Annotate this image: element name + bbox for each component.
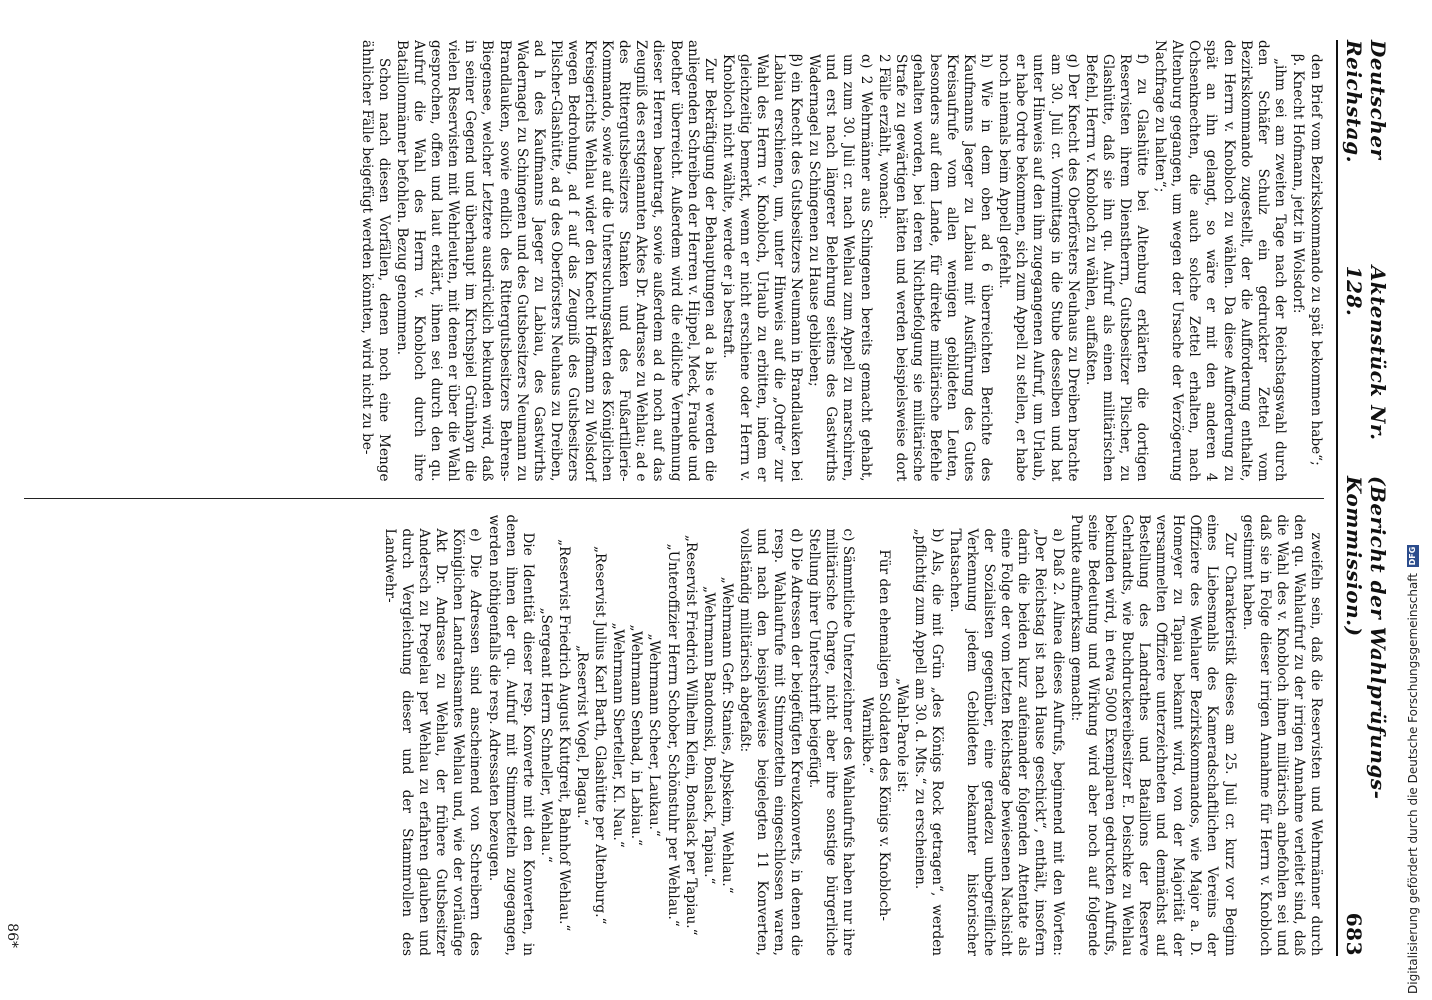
page-header [1336,40,1390,956]
text-columns [24,40,1324,956]
paragraph: „Wehrmann Senbad, in Labiau.“ [628,624,645,847]
paragraph: f) zu Glashütte bei Altenburg erklärten die dortigen Reservisten ihrem Dienstherrn, Gutsbesitzer Pilscher, zu Glashütte, daß sie ihn qu. Aufruf als einen militärischen Befehl, Herrn v. Knobloch zu wählen, auffaßten. [1082,54,1151,482]
paragraph: g) Der Knecht des Oberförsters Neuhaus zu Dreiben brachte am 30. Juli cr. Vormittags in die Stube desselben und bat unter Hinweis auf den ihm zugegangenen Aufruf, um Urlaub, er habe Ordre bekommen, sich zum Appell zu stellen, er habe noch niemals beim Appell gefehlt. [996,54,1081,482]
paragraph: „Wehrmann Bandomski, Bonslack, Tapiau.“ [700,585,717,885]
dfg-logo-icon: DFG [1408,546,1417,566]
paragraph: a) Daß 2. Alinea dieses Aufrufs, beginnend mit den Worten: „Der Reichstag ist nach Hause geschickt“, enthält, insofern darin die beiden kurz aufeinander folgenden Attentate als eine Folge der vom letzten Reichstage bewiesenen Nachsicht der Sozialisten gegenüber, eine geradezu unbegreifliche Verkennung jedem Gebildeten bekannter historischer Thatsachen. [947,528,1066,956]
paragraph: Zur Charakteristik dieses am 25. Juli cr. kurz vor Beginn eines Liebesmahls des Kameradschaftlichen Vereins der Offiziere des Wehlauer Bezirkskommandos, wie Major a. D. Homeyer zu Tapiau bekannt wird, von der Majorität der versammelten Offiziere unterzeichneten und demnächst auf Bestellung des Landrathes und Bataillons der Reserve Gehrlandts, wie Buchdruckereibesitzer E. Deischke zu Wehlau bekunden wird, in etwa 5000 Exemplaren gedruckten Aufrufs, seine Bedeutung und Wirkung wird aber noch auf folgende Punkte aufmerksam gemacht: [1067,514,1238,956]
paragraph: β) ein Knecht des Gutsbesitzers Neumann in Brandlauken bei Labiau erschienen, um, unter Hinweis auf die „Ordre“ zur Wahl des Herrn v. Knobloch, Urlaub zu erbitten, indem er gleichzeitig bemerkt, wenn er nicht erschiene oder Herrn v. Knobloch nicht wählte, werde er ja bestraft. [719,54,805,482]
paragraph: c) Sämmtliche Unterzeichner des Wahlaufrufs haben nur ihre militärische Charge, nicht aber ihre sonstige bürgerliche Stellung ihrer Unterschrift beigefügt. [806,528,857,956]
paragraph: „Sergeant Herrn Schneller, Wehlau.“ [537,607,554,863]
header-issue: Aktenstück Nr. 128. [1342,265,1390,441]
header-left: Deutscher Reichstag. [1342,40,1390,164]
credit-text: Digitalisierung gefördert durch die Deutsche Forschungsgemeinschaft [1406,572,1420,994]
column-divider [24,498,1324,499]
column-right [24,515,1324,957]
paragraph: e) Die Adressen sind anscheinend von Schreibern des Königlichen Landrathsamtes Wehlau und, wie der vorläufige Akt Dr. Andrasse zu Wehlau, der frühere Gutsbesitzer Andersch zu Pregelau per Wehlau zu erfahren glauben und durch Vergleichung dieser und der Stammrollen des Landwehr- [382,528,484,956]
paragraph: den Brief vom Bezirkskommando zu spät bekommen habe“; [1308,54,1324,466]
page-number: 683 [1342,912,1366,956]
paragraph: „Reservist Friedrich August Kuttgreit, Bahnhof Wehlau.“ [555,539,572,932]
column-left [24,40,1324,482]
paragraph: α) 2 Wehrmänner aus Schingenen bereits gemacht gehabt, um zum 30. Juli cr. nach Wehlau zum Appell zu marschiren, und erst nach längerer Belehrung seitens des Gastwirths Wadernagel zu Schingenen zu Hause geblieben; [806,54,874,482]
paragraph: „Wehrmann Sberteller, Kl. Nau.“ [610,622,627,848]
paragraph: Für den ehemaligen Soldaten des Königs v. Knobloch-Warnikbe.“ [858,549,892,922]
paragraph: „Wahl-Parole ist: [893,677,910,793]
paragraph: Schon nach diesen Vorfällen, denen noch eine Menge ähnlicher Fälle beigefügt werden könnten, wird nicht zu be- [358,40,392,482]
paragraph: „ihm sei am zweiten Tage nach der Reichstagswahl durch den Schäfer Schulz ein gedruckter Zettel vom Bezirkskommando zugestellt, der die Aufforderung enthalte, den Herrn v. Knobloch zu wählen. Da diese Aufforderung zu spät an ihn gelangt, so wäre er mit den anderen 4 Ochsenknechten, die auch solche Zettel erhalten, nach Altenburg gegangen, um wegen der Ursache der Verzögerung Nachfrage zu halten“; [1152,40,1288,482]
paragraph: „Reservist Friedrich Wilhelm Klein, Bonslack per Tapiau.“ [682,534,699,936]
header-right: (Bericht der Wahlprüfungs-Kommission.) [1342,475,1390,800]
paragraph: „Wehrmann Scheer, Laukau.“ [646,633,663,837]
paragraph: „Reservist Vogel, Plagau.“ [574,644,591,826]
paragraph: zweifeln sein, daß die Reservisten und Wehrmänner durch den qu. Wahlaufruf zu der irrigen Annahme verleitet sind, daß die Wahl des v. Knobloch ihnen militärisch anbefohlen sei und daß sie in Folge dieser irrigen Annahme für Herrn v. Knobloch gestimmt haben. [1239,514,1324,956]
digitalisation-credit [1406,545,1420,994]
paragraph: h) Wie in dem oben ad 6 überreichten Berichte des Kaufmanns Jaeger zu Labiau mit Ausführung des Gutes Kreisaufrufe vom allen wenigen gebildeten Leuten, besonders auf dem Lande, für direkte militärische Befehle gehalten worden, bei deren Nichtbefolgung sie militärische Strafe zu gewärtigen hätten und werden beispielsweise dort 2 Fälle erzählt, wonach: [875,54,995,482]
paragraph: b) Als, die mit Grün „des Königs Rock getragen“, werden „pflichtig zum Appell am 30. d. Mts.“ zu erscheinen. [911,528,945,956]
paragraph: β. Knecht Hofmann, jetzt in Wolsdorf: [1289,54,1306,314]
digitalisation-strip [1392,0,1432,1000]
paragraph: Zur Bekräftigung der Behauptungen ad a bis e werden die anliegenden Schreiben der Herren v. Hippel, Meck, Fraude und Boether überreicht. Außerdem wird die eidliche Vernehmung dieser Herren beantragt, sowie außerdem ad d noch auf das Zeugniß des erstgenannten Aktes Dr. Andrasse zu Wehlau; ad e des Rittergutsbesitzers Stanken und des Fußartillerie-Kommando, sowie auf die Untersuchungsakten des Königlichen Kreisgerichts Wehlau wider den Knecht Hoffmann zu Wolsdorf wegen Bedrohung, ad f auf das Zeugniß des Gutsbesitzers Pilscher-Glashütte, ad g des Oberförsters Neuhaus zu Dreiben, ad h des Kaufmanns Jaeger zu Labiau, des Gastwirths Wadernagel zu Schingenen und des Gutsbesitzers Neumann zu Brandlauken, sowie endlich des Rittergutsbesitzers Behrens-Biegensee, welcher Letztere ausdrücklich bekunden wird, daß in seiner Gegend und überhaupt im Kirchspiel Grünhayn die vielen Reservisten mit Wehrleuten, mit denen er über die Wahl gesprochen, offen und laut erklärt, ihnen sei durch den qu. Aufruf die Wahl des Herrn v. Knobloch durch ihre Bataillonmänner befohlen. Bezug genommen. [394,40,718,482]
paragraph: d) Die Adressen der beigefügten Kreuzkonverts, in denen die resp. Wahlaufrufe mit Stimmzetteln eingeschlossen waren, und nach den beispielsweise beigelegten 11 Konverten, vollständig militärisch abgefaßt: [736,528,805,956]
paragraph: „Wehrmann Gefr. Stanies, Alpskeim, Wehlau.“ [718,576,735,894]
paragraph: „Unteroffizier Herrn Schober, Schönstuhr per Wehlau.“ [664,543,681,927]
footer-number: 86* [4,923,20,948]
paragraph: „Reservist Julius Karl Barth, Glashütte per Altenburg.“ [592,546,609,925]
paragraph: Die Identität dieser resp. Konverte mit den Konverten, in denen ihnen der qu. Aufruf mit Stimmzetteln zugegangen, werden nöthigenfalls die resp. Adressaten bezeugen. [485,514,536,956]
